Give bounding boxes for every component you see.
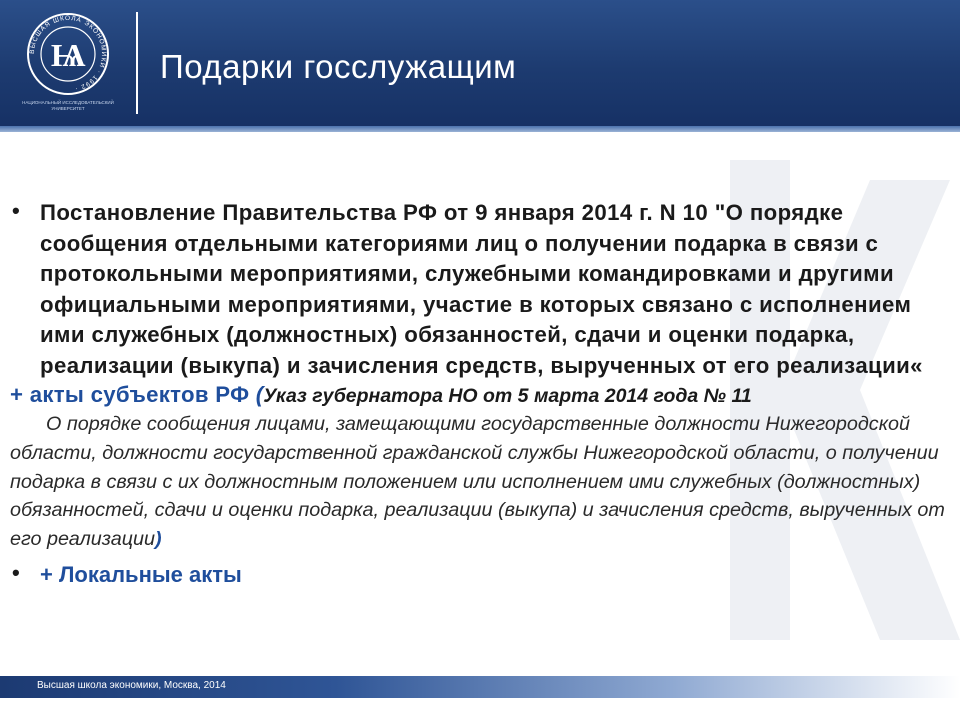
paren-close: ) [155,528,162,551]
list-item [10,560,945,590]
list-item [10,198,945,381]
logo-caption: НАЦИОНАЛЬНЫЙ ИССЛЕДОВАТЕЛЬСКИЙ УНИВЕРСИТЕТ [22,100,114,111]
paren-open: ( [255,382,264,407]
hse-emblem-icon [20,8,116,100]
regional-acts-label: + акты субъектов РФ [10,382,256,407]
local-acts-label: + Локальные акты [40,561,242,587]
hse-logo [20,8,116,120]
regional-acts-heading [10,381,945,410]
bullet-marker: • [12,198,20,223]
bullet-marker: • [12,559,20,585]
decree-body: О порядке сообщения лицами, замещающими государственные должности Нижегородской области, должности государственной гражданской службы Нижегородской области, о получении подарка в связи с их должностным положением или исполнением ими служебных (должностных) обязанностей, сдачи и оценки подарка, реализации (выкупа) и зачисления средств, вырученных от его реализации [10,413,945,551]
logo-ring-text: ВЫСШАЯ ШКОЛА ЭКОНОМИКИ · 1992 · [28,14,108,93]
slide-header [0,0,960,126]
footer-text: Высшая школа экономики, Москва, 2014 [37,680,226,691]
logo-monogram: Ѩ [50,37,86,73]
page-title: Подарки госслужащим [160,48,517,85]
decree-title: Указ губернатора НО от 5 марта 2014 года № 11 [263,385,752,407]
header-divider [136,12,138,114]
resolution-text: Постановление Правительства РФ от 9 января 2014 г. N 10 "О порядке сообщения отдельными категориями лиц о получении подарка в связи с протокольными мероприятиями, служебными командировками и другими официальными мероприятиями, участие в которых связано с исполнением ими служебных (должностных) обязанностей, сдачи и оценки подарка, реализации (выкупа) и зачисления средств, вырученных от его реализации« [40,200,923,378]
decree-description [10,410,945,554]
slide-footer [0,676,960,698]
slide-content [10,198,945,590]
